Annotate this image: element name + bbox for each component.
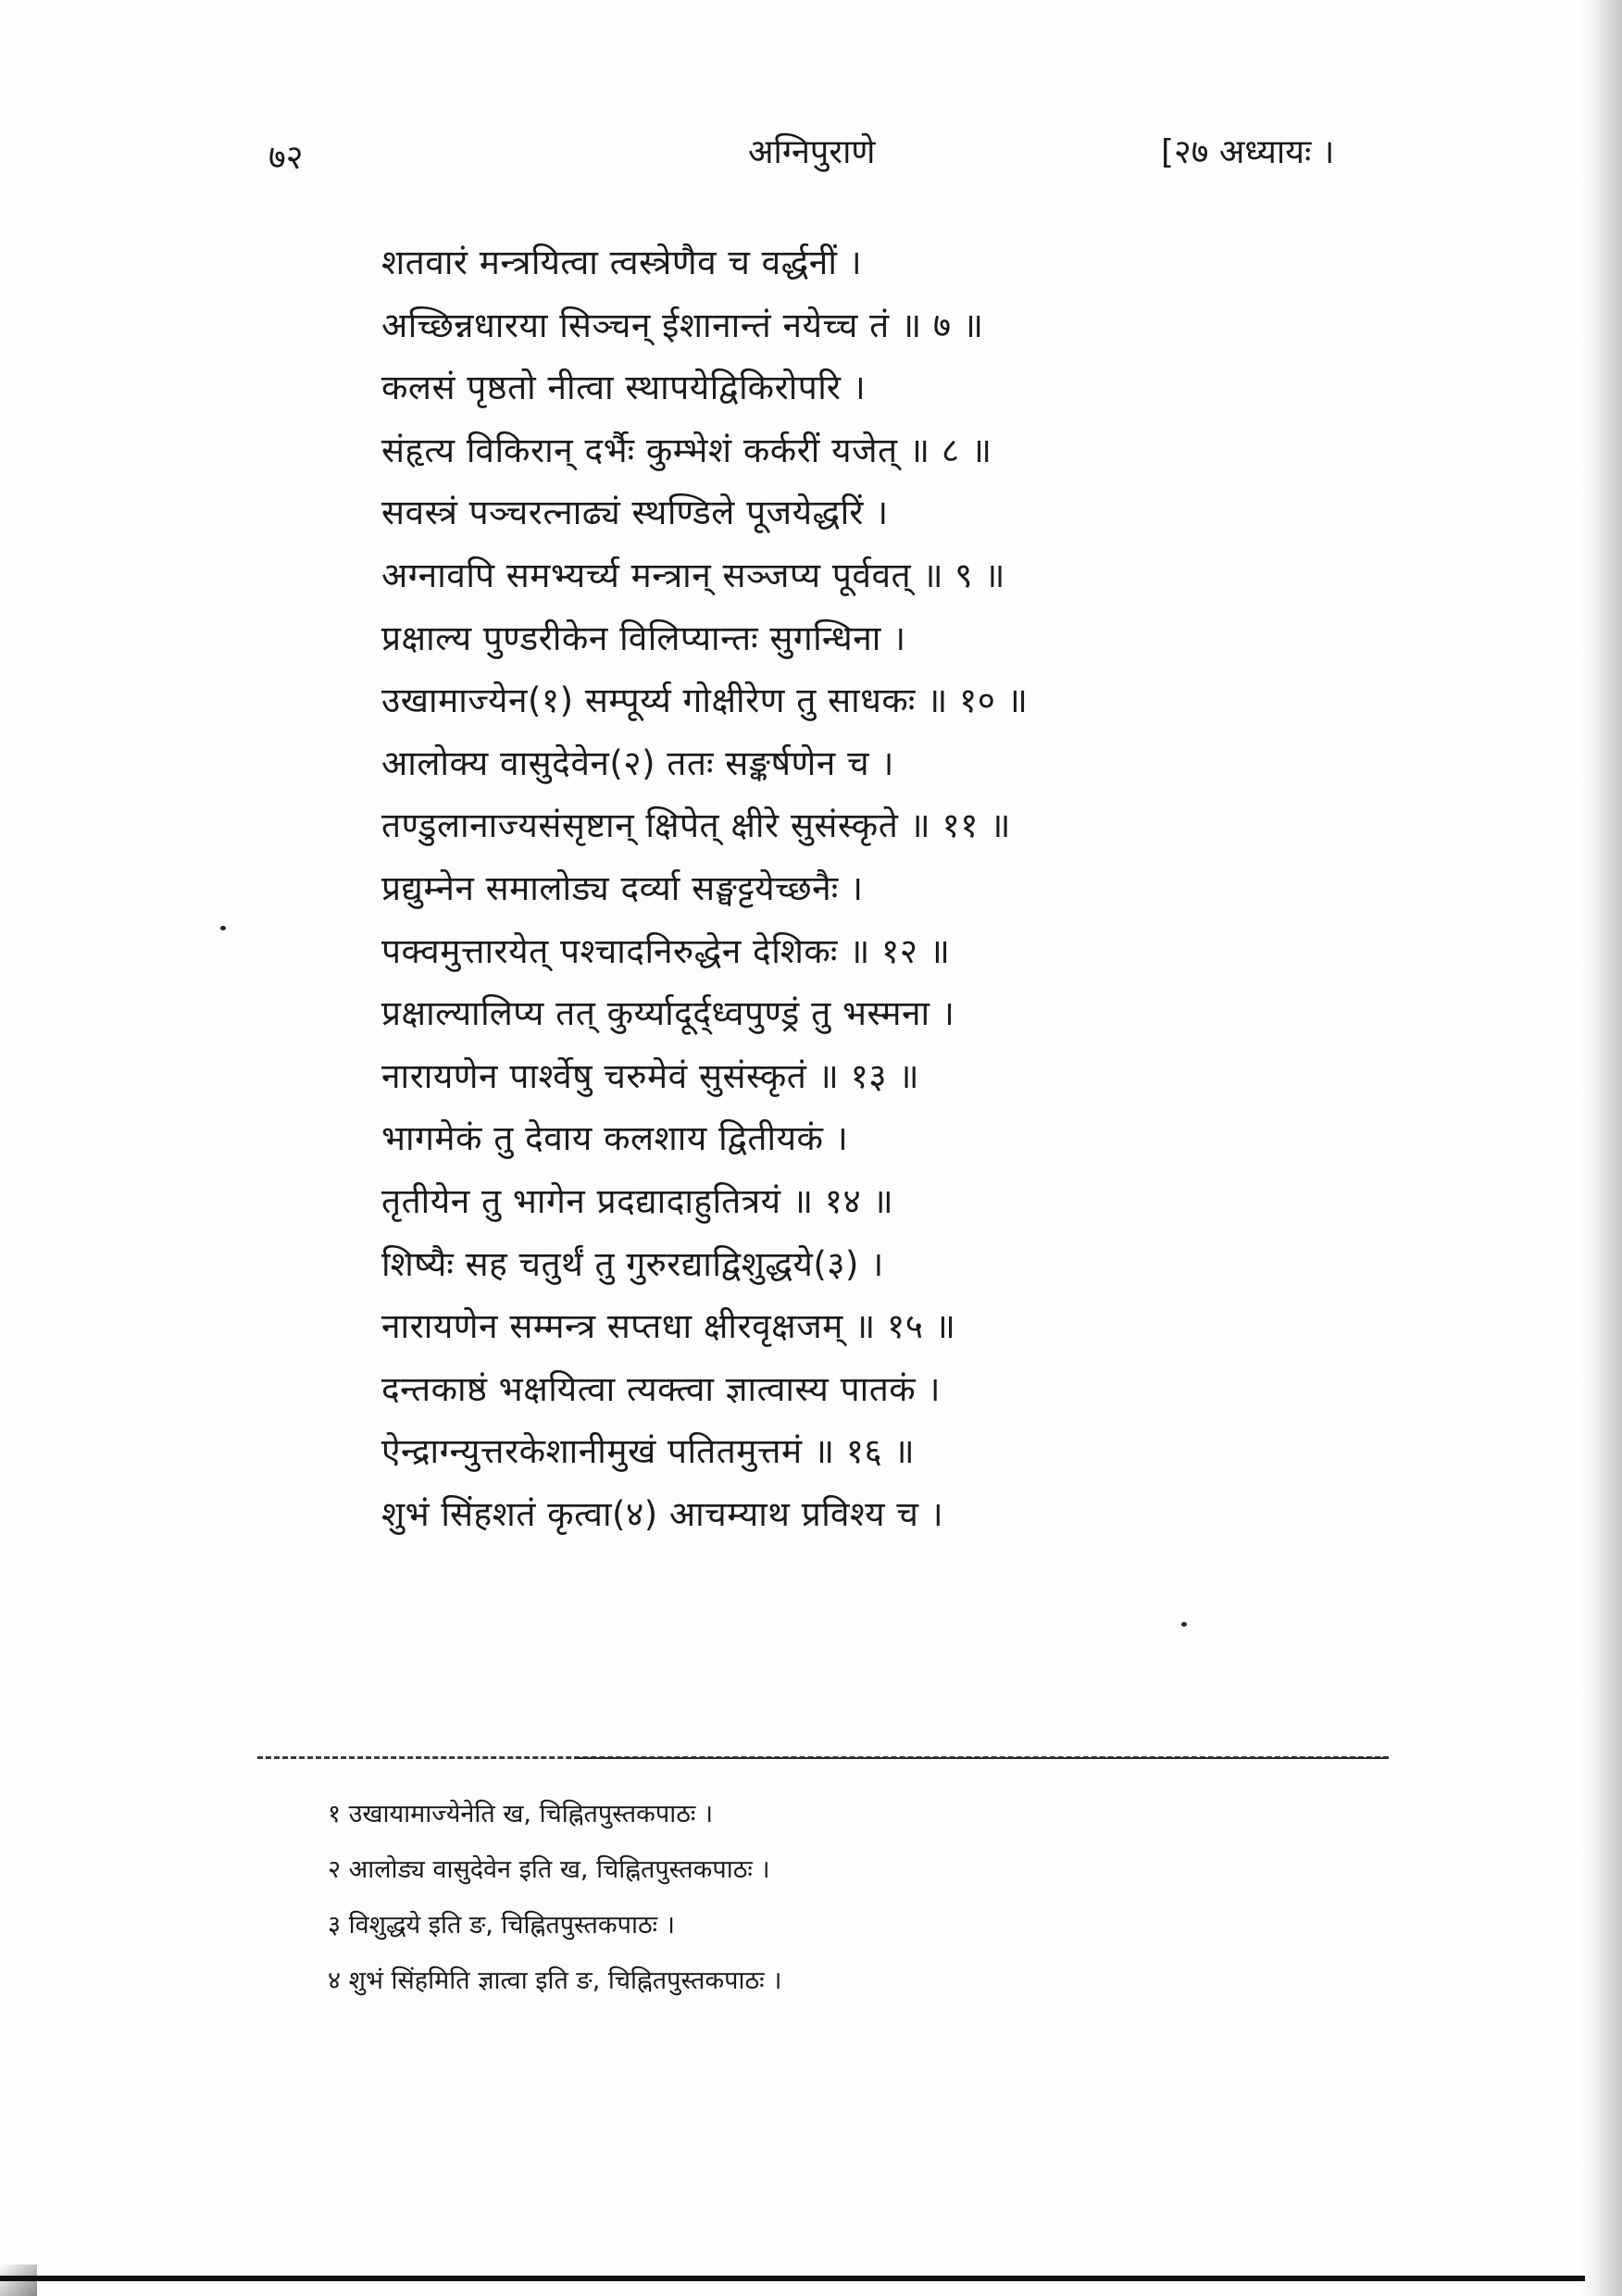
scan-speck [220, 926, 226, 930]
footnote-separator-solid [574, 1757, 1389, 1759]
verse-line: भागमेकं तु देवाय कलशाय द्वितीयकं । [381, 1118, 849, 1159]
verse-line: अच्छिन्नधारया सिञ्चन् ईशानान्तं नयेच्च तं ॥ ७ ॥ [381, 305, 984, 345]
verse-line: दन्तकाष्ठं भक्षयित्वा त्यक्त्वा ज्ञात्वास्य पातकं । [381, 1368, 941, 1409]
scan-speck [1181, 1622, 1187, 1627]
verse-line: आलोक्य वासुदेवेन(२) ततः सङ्कर्षणेन च । [381, 742, 894, 783]
verse-line: तण्डुलानाज्यसंसृष्टान् क्षिपेत् क्षीरे सुसंस्कृते ॥ ११ ॥ [381, 805, 1011, 846]
verse-block [381, 231, 1400, 1545]
verse-line: पक्वमुत्तारयेत् पश्चादनिरुद्धेन देशिकः ॥ १२ ॥ [381, 930, 951, 971]
page-header [0, 128, 1622, 183]
verse-line: नारायणेन पार्श्वेषु चरुमेवं सुसंस्कृतं ॥ १३ ॥ [381, 1055, 919, 1096]
verse-line: उखामाज्येन(१) सम्पूर्य्य गोक्षीरेण तु साधकः ॥ १० ॥ [381, 680, 1029, 721]
chapter-reference: [२७ अध्यायः । [1161, 133, 1335, 171]
verse-line: प्रद्युम्नेन समालोड्य दर्व्या सङ्घट्टयेच्छनैः । [381, 867, 864, 908]
verse-line: संहृत्य विकिरान् दर्भैः कुम्भेशं कर्करीं यजेत् ॥ ८ ॥ [381, 430, 992, 470]
verse-line: नारायणेन सम्मन्त्र सप्तधा क्षीरवृक्षजम् ॥ १५ ॥ [381, 1306, 956, 1347]
verse-line: सवस्त्रं पञ्चरत्नाढ्यं स्थण्डिले पूजयेद्धरिं । [381, 493, 889, 533]
footnote: ३ विशुद्धये इति ङ, चिह्नितपुस्तकपाठः । [328, 1911, 675, 1940]
footnotes-block [328, 1787, 1346, 2009]
verse-line: शतवारं मन्त्रयित्वा त्वस्त्रेणैव च वर्द्धनीं । [381, 243, 863, 282]
verse-line: अग्नावपि समभ्यर्च्य मन्त्रान् सञ्जप्य पूर्ववत् ॥ ९ ॥ [381, 555, 1005, 595]
verse-line: शुभं सिंहशतं कृत्वा(४) आचम्याथ प्रविश्य च । [381, 1493, 944, 1534]
footnote: १ उखायामाज्येनेति ख, चिह्नितपुस्तकपाठः । [328, 1800, 714, 1828]
scan-edge-bottom [0, 2265, 1622, 2296]
footnote: २ आलोड्य वासुदेवेन इति ख, चिह्नितपुस्तकपाठः । [328, 1855, 770, 1884]
footnote: ४ शुभं सिंहमिति ज्ञात्वा इति ङ, चिह्नितपुस्तकपाठः । [328, 1966, 782, 1995]
verse-line: प्रक्षाल्य पुण्डरीकेन विलिप्यान्तः सुगन्धिना । [381, 618, 906, 658]
verse-line: कलसं पृष्ठतो नीत्वा स्थापयेद्विकिरोपरि । [381, 368, 867, 408]
scan-edge-shadow [1579, 0, 1622, 2296]
page-number: ७२ [268, 139, 304, 177]
verse-line: ऐन्द्राग्न्युत्तरकेशानीमुखं पतितमुत्तमं ॥ १६ ॥ [381, 1431, 916, 1472]
verse-line: प्रक्षाल्यालिप्य तत् कुर्य्यादूर्द्ध्वपुण्ड्रं तु भस्मना । [381, 993, 955, 1034]
scan-bottom-bar [0, 2276, 1585, 2281]
verse-line: तृतीयेन तु भागेन प्रदद्यादाहुतित्रयं ॥ १४ ॥ [381, 1180, 894, 1221]
running-title: अग्निपुराणे [748, 133, 876, 171]
verse-line: शिष्यैः सह चतुर्थं तु गुरुरद्याद्विशुद्धये(३) । [381, 1243, 884, 1284]
